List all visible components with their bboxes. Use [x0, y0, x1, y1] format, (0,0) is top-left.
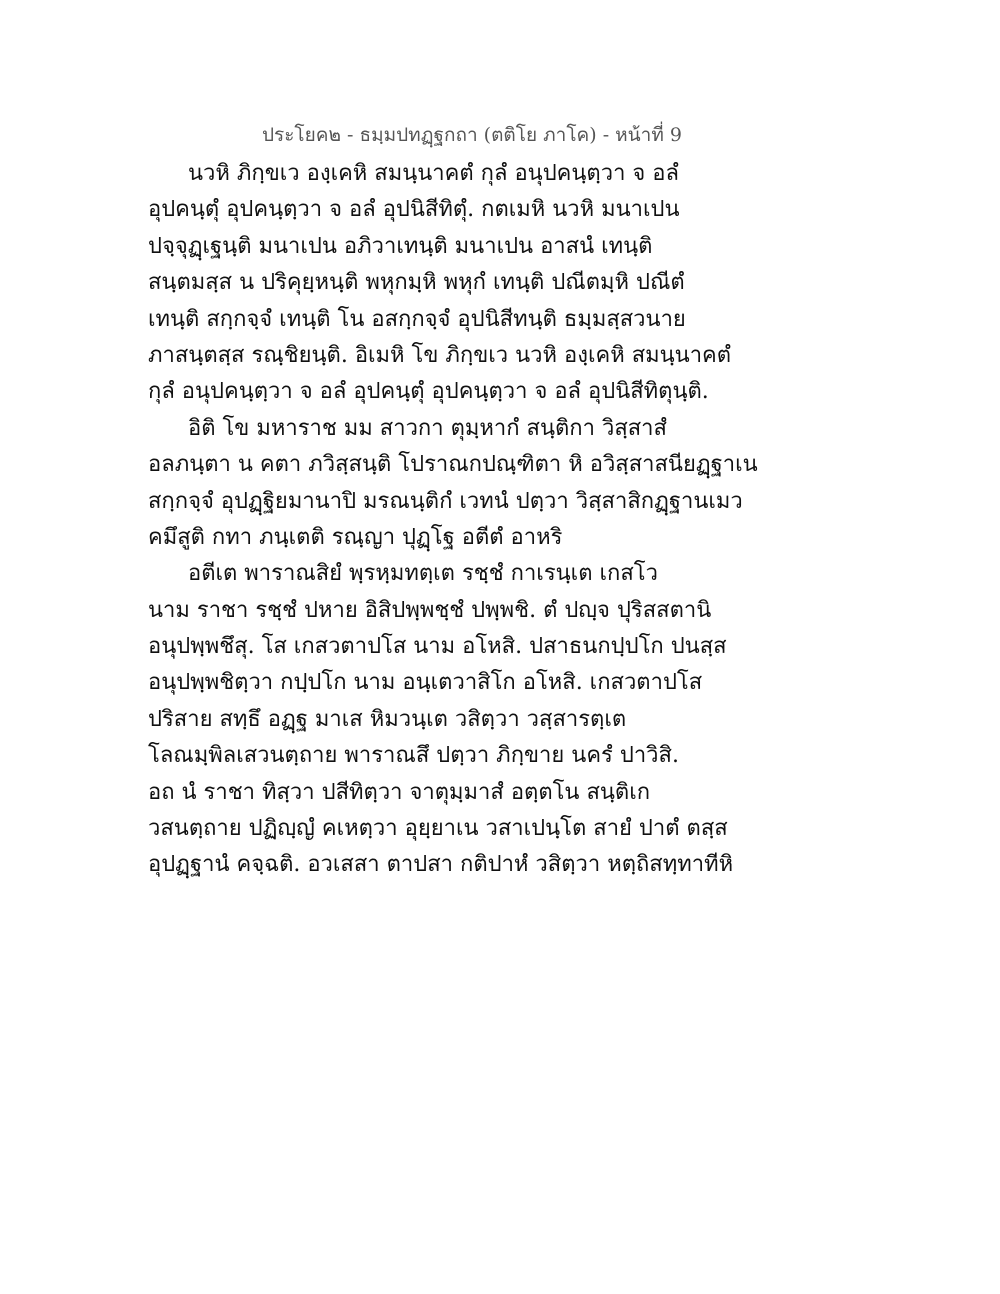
text-line: อนุปพฺพชึสุ. โส เกสวตาปโส นาม อโหสิ. ปสาธนกปฺปโก ปนสฺส — [148, 634, 727, 660]
body-text — [148, 156, 758, 884]
text-line: อุปคนฺตุํ อุปคนฺตฺวา จ อลํ อุปนิสีทิตุํ. กตเมหิ นวหิ มนาเปน — [148, 197, 680, 223]
paragraph-3 — [148, 556, 734, 884]
text-line: วสนตฺถาย ปฏิญฺญํ คเหตฺวา อุยฺยาเน วสาเปนฺโต สายํ ปาตํ ตสฺส — [148, 816, 728, 842]
text-line: อิติ โข มหาราช มม สาวกา ตุมฺหากํ สนฺติกา วิสฺสาสํ — [188, 415, 667, 441]
text-line: ปริสาย สทฺธึ อฏฺฐ มาเส หิมวนฺเต วสิตฺวา วสฺสารตฺเต — [148, 706, 627, 732]
text-line: อตีเต พาราณสิยํ พฺรหฺมทตฺเต รชฺชํ กาเรนฺเต เกสโว — [188, 561, 658, 587]
text-line: ภาสนฺตสฺส รณฺชิยนฺติ. อิเมหิ โข ภิกฺขเว นวหิ องฺเคหิ สมนฺนาคตํ — [148, 342, 732, 368]
text-line: สกฺกจฺจํ อุปฏฺฐิยมานาปิ มรณนฺติกํ เวทนํ ปตฺวา วิสฺสาสิกฏฺฐานเมว — [148, 488, 743, 514]
running-header: ประโยค๒ - ธมฺมปทฏฺฐกถา (ตติโย ภาโค) - หน้าที่ 9 — [261, 124, 682, 146]
text-line: อลภนฺตา น คตา ภวิสฺสนฺติ โปราณกปณฺฑิตา หิ อวิสฺสาสนียฏฺฐาเน — [148, 452, 758, 478]
paragraph-2 — [148, 411, 758, 557]
text-line: อุปฏฺฐานํ คจฺฉติ. อวเสสา ตาปสา กติปาหํ วสิตฺวา หตฺถิสทฺทาทีหิ — [148, 852, 734, 878]
text-line: นวหิ ภิกฺขเว องฺเคหิ สมนฺนาคตํ กุลํ อนุปคนฺตฺวา จ อลํ — [188, 161, 679, 186]
paragraph-1 — [148, 156, 732, 411]
text-line: นาม ราชา รชฺชํ ปหาย อิสิปพฺพชฺชํ ปพฺพชิ. ตํ ปญฺจ ปุริสสตานิ — [148, 597, 712, 623]
text-line: อนุปพฺพชิตฺวา กปฺปโก นาม อนฺเตวาสิโก อโหสิ. เกสวตาปโส — [148, 670, 703, 696]
text-line: สนฺตมสฺส น ปริคุยฺหนฺติ พหุกมฺหิ พหุกํ เทนฺติ ปณีตมฺหิ ปณีตํ — [148, 270, 685, 296]
text-line: เทนฺติ สกฺกจฺจํ เทนฺติ โน อสกฺกจฺจํ อุปนิสีทนฺติ ธมฺมสฺสวนาย — [148, 306, 686, 332]
text-line: คมึสูติ กทา ภนฺเตติ รณฺญา ปุฏฺโฐ อตีตํ อาหริ — [148, 524, 563, 550]
text-line: โลณมฺพิลเสวนตฺถาย พาราณสึ ปตฺวา ภิกฺขาย นครํ ปาวิสิ. — [148, 743, 679, 769]
text-line: อถ นํ ราชา ทิสฺวา ปสีทิตฺวา จาตุมฺมาสํ อตฺตโน สนฺติเก — [148, 779, 651, 805]
text-line: กุลํ อนุปคนฺตฺวา จ อลํ อุปคนฺตุํ อุปคนฺตฺวา จ อลํ อุปนิสีทิตุนฺติ. — [148, 379, 709, 405]
text-line: ปจฺจุฏฺเฐนฺติ มนาเปน อภิวาเทนฺติ มนาเปน อาสนํ เทนฺติ — [148, 233, 653, 259]
